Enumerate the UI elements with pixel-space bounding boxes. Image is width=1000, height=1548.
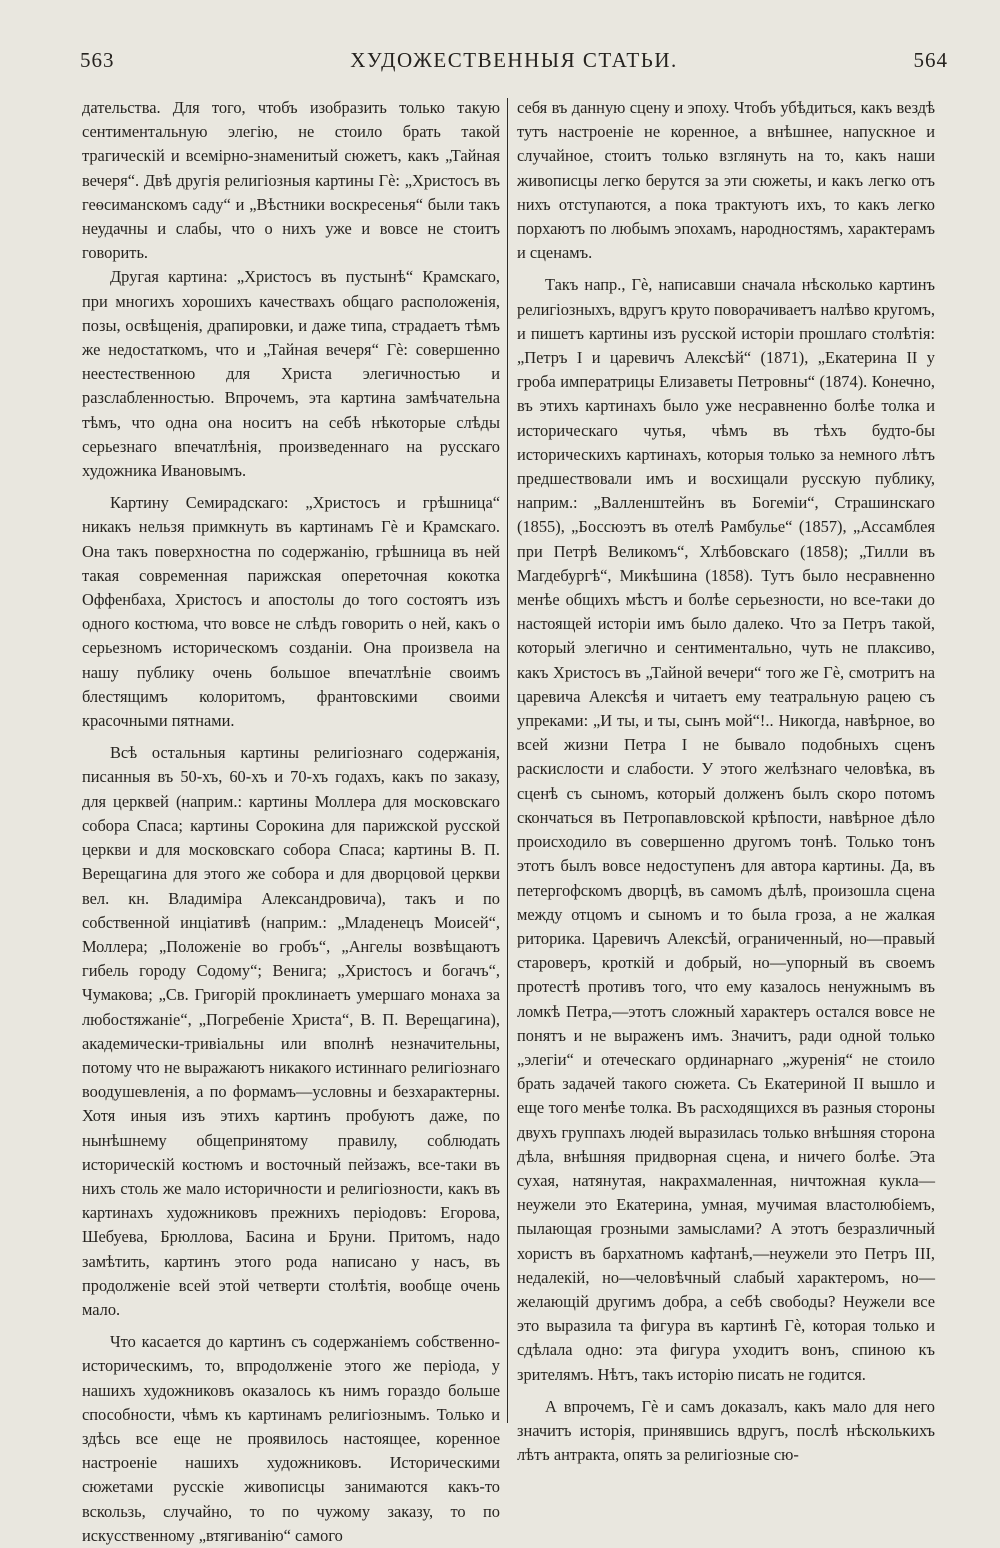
paragraph: Такъ напр., Гè, написавши сначала нѣсколько картинъ религіозныхъ, вдругъ круто поворачиваетъ налѣво кругомъ, и пишетъ картины изъ русской исторіи прошлаго столѣтія: „Петръ I и царевичъ Алексѣй“ (1871), „Екатерина II у гроба императрицы Елизаветы Петровны“ (1874). Конечно, въ этихъ картинахъ было уже несравненно болѣе толка и историческаго чутья, чѣмъ въ тѣхъ будто-бы историческихъ картинахъ, которыя только за немного лѣтъ предшествовали имъ и восхищали русскую публику, наприм.: „Валленштейнъ въ Богеміи“, Страшинскаго (1855), „Боссюэтъ въ отелѣ Рамбулье“ (1857), „Ассамблея при Петрѣ Великомъ“, Хлѣбовскаго (1858); „Тилли въ Магдебургѣ“, Микѣшина (1858). Тутъ было несравненно менѣе общихъ мѣстъ и болѣе серьезности, но все-таки до настоящей исторіи имъ было далеко. Что за Петръ такой, который элегично и сентиментально, чуть не плаксиво, какъ Христосъ въ „Тайной вечери“ того же Гè, смотритъ на царевича Алексѣя и читаетъ ему театральную рацею съ упреками: „И ты, и ты, сынъ мой“!.. Никогда, навѣрное, во всей жизни Петра I не бывало подобныхъ сценъ раскислости и слабости. У этого желѣзнаго человѣка, въ сценѣ съ сыномъ, который долженъ былъ скоро потомъ скончаться въ Петропавловской крѣпости, навѣрное дѣло происходило въ совершенно другомъ тонѣ. Только тонъ этотъ былъ вовсе недоступенъ для автора картины. Да, въ петергофскомъ дворцѣ, въ самомъ дѣлѣ, произошла сцена между отцомъ и сыномъ и то была гроза, а не жалкая риторика. Царевичъ Алексѣй, ограниченный, но—правый староверъ, кроткій и добрый, но—упорный въ своемъ протестѣ противъ того, что ему казалось ненужнымъ въ ломкѣ Петра,—этотъ сложный характеръ остался вовсе не понятъ и не выраженъ имъ. Значитъ, ради одной только „элегіи“ и отеческаго ординарнаго „журенія“ не стоило брать задачей такого сюжета. Съ Екатериной II вышло и еще того менѣе толка. Въ расходящихся въ разныя стороны двухъ группахъ людей выразилась только внѣшняя сторона дѣла, внѣшняя придворная сцена, и ничего болѣе. Эта сухая, натянутая, накрахмаленная, ничтожная кукла—неужели это Екатерина, умная, мучимая властолюбіемъ, пылающая грозными замыслами? А этотъ безразличный хористъ въ бархатномъ кафтанѣ,—неужели это Петръ III, недалекій, но—человѣчный слабый характеромъ, но—желающій другимъ добра, а себѣ свободы? Неужели все это выразила та фигура въ картинѣ Гè, которая только и сдѣлала одно: эта фигура уходитъ вонъ, спиною къ зрителямъ. Нѣтъ, такъ исторію писать не годится. <box>517 275 935 1384</box>
running-header <box>80 48 948 78</box>
paragraph: себя въ данную сцену и эпоху. Чтобъ убѣдиться, какъ вездѣ тутъ настроеніе не коренное, а внѣшнее, напускное и случайное, стоитъ только взглянуть на то, какъ наши живописцы легко берутся за эти сюжеты, и какъ легко отъ нихъ отступаются, а пока трактуютъ ихъ, то какъ легко порхаютъ по любымъ эпохамъ, народностямъ, характерамъ и сценамъ. <box>517 98 935 263</box>
paragraph: Другая картина: „Христосъ въ пустынѣ“ Крамскаго, при многихъ хорошихъ качествахъ общаго расположенія, позы, освѣщенія, драпировки, и даже типа, страдаетъ тѣмъ же недостаткомъ, что и „Тайная вечеря“ Гè: совершенно неестественною для Христа элегичностью и разслабленностью. Впрочемъ, эта картина замѣчательна тѣмъ, что одна она носитъ на себѣ нѣкоторые слѣды серьезнаго впечатлѣнія, произведеннаго на русскаго художника Ивановымъ. <box>82 267 500 481</box>
paragraph: дательства. Для того, чтобъ изобразить только такую сентиментальную элегію, не стоило брать такой трагическій и всемірно-знаменитый сюжетъ, какъ „Тайная вечеря“. Двѣ другія религіозныя картины Гè: „Христосъ въ геѳсиманскомъ саду“ и „Вѣстники воскресенья“ были такъ неудачны и слабы, что о нихъ уже и вовсе не стоитъ говорить. <box>82 98 500 263</box>
left-column <box>82 96 500 1545</box>
paragraph: А впрочемъ, Гè и самъ доказалъ, какъ мало для него значитъ исторія, принявшись вдругъ, послѣ нѣсколькихъ лѣтъ антракта, опять за религіозные сю- <box>517 1396 935 1465</box>
running-title: ХУДОЖЕСТВЕННЫЯ СТАТЬИ. <box>350 48 678 72</box>
right-page-number: 564 <box>913 48 948 72</box>
paragraph: Что касается до картинъ съ содержаніемъ собственно-историческимъ, то, впродолженіе этого же періода, у нашихъ художниковъ оказалось къ нимъ гораздо больше способности, чѣмъ къ картинамъ религіознымъ. Только и здѣсь все еще не проявилось настоящее, коренное настроеніе нашихъ художниковъ. Историческими сюжетами русскіе живописцы занимаются какъ-то вскользь, случайно, то по чужому заказу, то по искусственному „втягиванію“ самого <box>82 1332 500 1545</box>
right-column <box>517 96 935 1465</box>
left-page-number: 563 <box>80 48 115 72</box>
column-divider <box>507 98 508 1423</box>
paragraph: Картину Семирадскаго: „Христосъ и грѣшница“ никакъ нельзя примкнуть въ картинамъ Гè и Крамскаго. Она такъ поверхностна по содержанію, грѣшница въ ней такая современная парижская опереточная кокотка Оффенбаха, Христосъ и апостолы до того состоятъ изъ одного костюма, что вовсе не слѣдъ говорить о ней, какъ о серьезномъ историческомъ созданіи. Она произвела на нашу публику очень большое впечатлѣніе своимъ блестящимъ колоритомъ, франтовскими своими красочными пятнами. <box>82 493 500 731</box>
paragraph: Всѣ остальныя картины религіознаго содержанія, писанныя въ 50-хъ, 60-хъ и 70-хъ годахъ, какъ по заказу, для церквей (наприм.: картины Моллера для московскаго собора Спаса; картины Сорокина для парижской русской церкви и для московскаго собора Спаса; картины В. П. Верещагина для этого же собора и для дворцовой церкви вел. кн. Владиміра Александровича), такъ и по собственной инціативѣ (наприм.: „Младенецъ Моисей“, Моллера; „Положеніе во гробъ“, „Ангелы возвѣщаютъ гибель городу Содому“; Венига; „Христосъ и богачъ“, Чумакова; „Св. Григорій проклинаетъ умершаго монаха за любостяжаніе“, „Погребеніе Христа“, В. П. Верещагина), академически-тривіальны или вполнѣ незначительны, потому что не выражаютъ никакого истиннаго религіознаго воодушевленія, а по формамъ—условны и безхарактерны. Хотя иныя изъ этихъ картинъ пробуютъ даже, по нынѣшнему общепринятому правилу, соблюдать историческій костюмъ и восточный пейзажъ, все-таки въ нихъ столь же мало историчности и религіозности, какъ въ картинахъ художниковъ прежнихъ періодовъ: Егорова, Шебуева, Брюллова, Басина и Бруни. Притомъ, надо замѣтить, картинъ этого рода написано у насъ, въ продолженіе всей этой четверти столѣтія, вообще очень мало. <box>82 743 500 1319</box>
